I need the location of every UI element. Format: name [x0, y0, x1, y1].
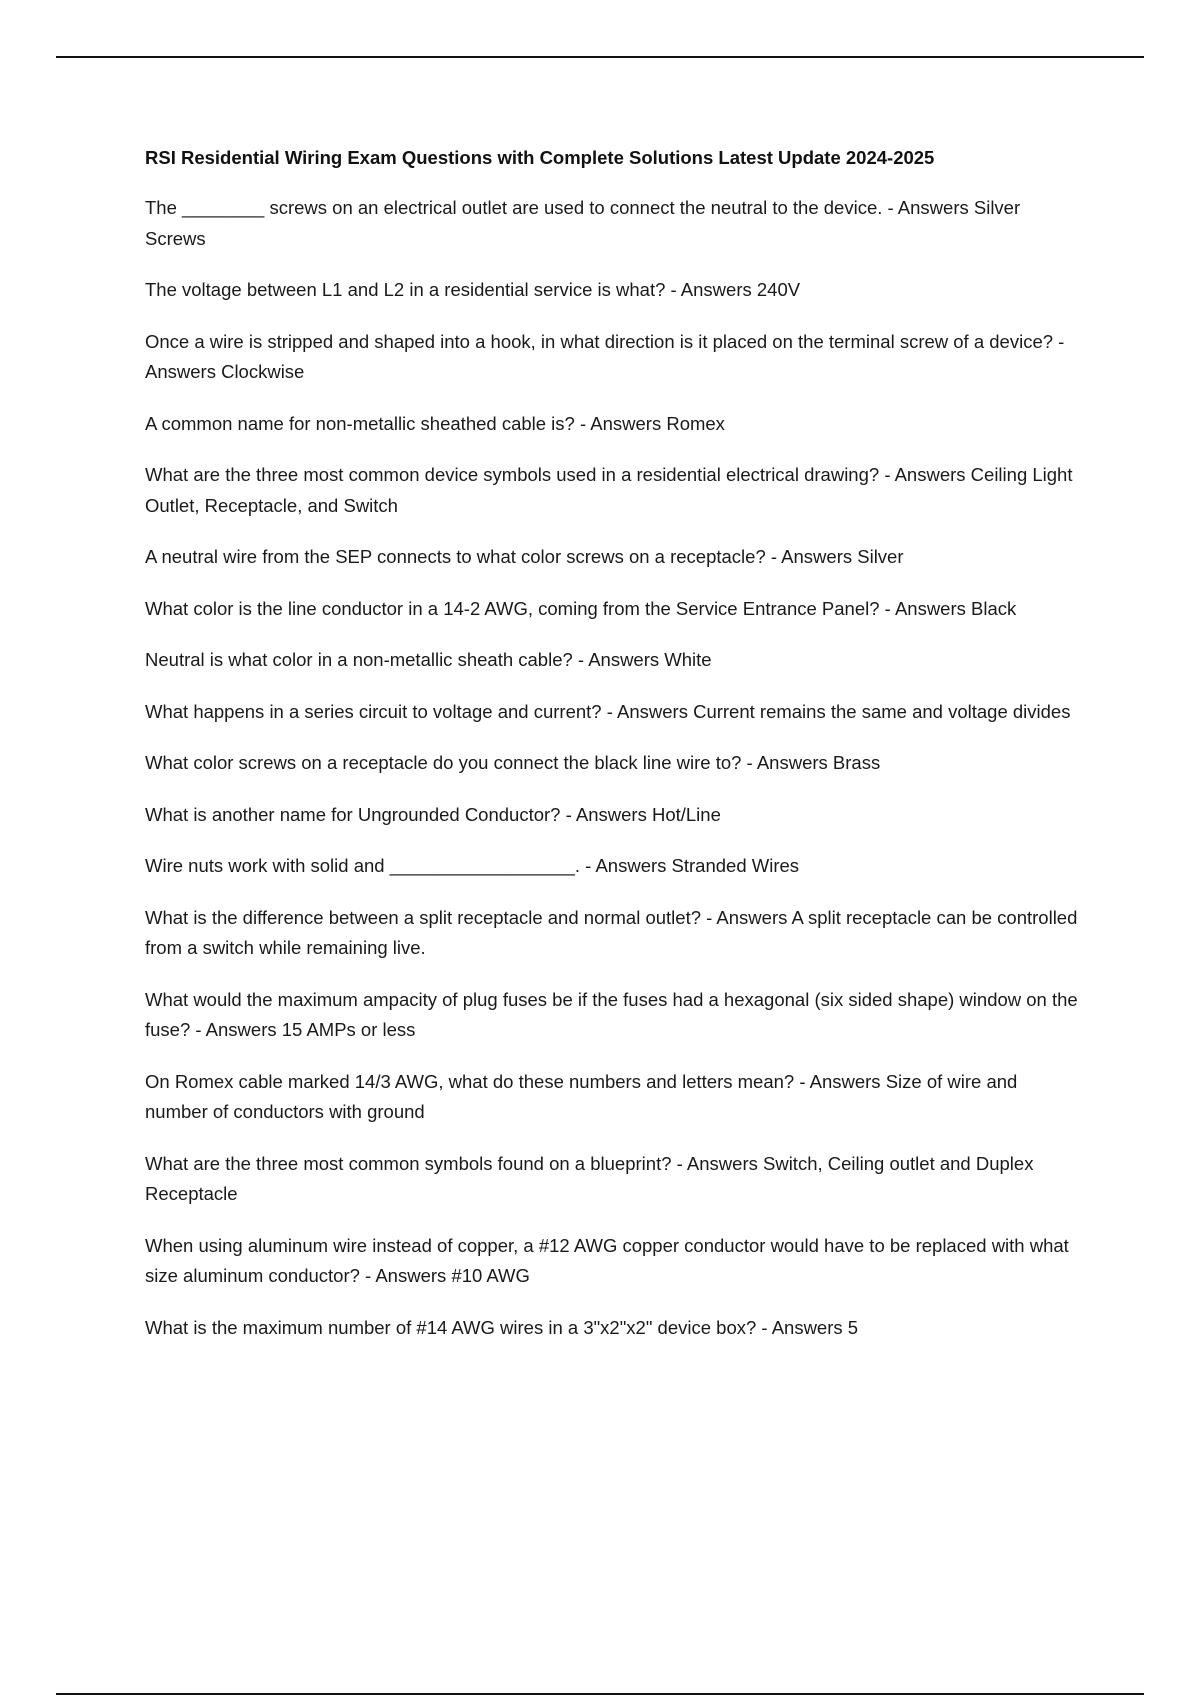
qa-item: What are the three most common device symbols used in a residential electrical drawing? - Answers Ceiling Light Outlet, Receptacle, and Switch: [145, 464, 1073, 516]
qa-item: What color screws on a receptacle do you connect the black line wire to? - Answers Brass: [145, 752, 881, 773]
qa-item: What happens in a series circuit to voltage and current? - Answers Current remains the same and voltage divides: [145, 700, 1071, 722]
header-rule: [56, 56, 1144, 58]
qa-item: The voltage between L1 and L2 in a residential service is what? - Answers 240V: [145, 279, 801, 300]
qa-item: When using aluminum wire instead of copper, a #12 AWG copper conductor would have to be replaced with what size aluminum conductor? - Answers #10 AWG: [145, 1234, 1069, 1286]
qa-item: Once a wire is stripped and shaped into a hook, in what direction is it placed on the terminal screw of a device? - Answers Clockwise: [145, 330, 1065, 382]
qa-item: What would the maximum ampacity of plug fuses be if the fuses had a hexagonal (six sided shape) window on the fuse? - Answers 15 AMPs or less: [145, 988, 1078, 1040]
qa-item: What is the difference between a split receptacle and normal outlet? - Answers A split receptacle can be controlled from a switch while remaining live.: [145, 906, 1078, 958]
footer-rule: [56, 1693, 1144, 1695]
qa-item: What is the maximum number of #14 AWG wires in a 3"x2"x2" device box? - Answers 5: [145, 1316, 859, 1338]
qa-item: A neutral wire from the SEP connects to what color screws on a receptacle? - Answers Silver: [145, 546, 904, 567]
qa-item: A common name for non-metallic sheathed cable is? - Answers Romex: [145, 412, 725, 434]
document-body: [145, 143, 1085, 1364]
qa-item: Neutral is what color in a non-metallic sheath cable? - Answers White: [145, 649, 712, 670]
qa-item: Wire nuts work with solid and __________________. - Answers Stranded Wires: [145, 855, 800, 876]
qa-item: What color is the line conductor in a 14-2 AWG, coming from the Service Entrance Panel? - Answers Black: [145, 597, 1017, 619]
qa-item: On Romex cable marked 14/3 AWG, what do these numbers and letters mean? - Answers Size of wire and number of conductors with ground: [145, 1070, 1018, 1122]
qa-list: [145, 193, 1085, 1343]
qa-item: What are the three most common symbols found on a blueprint? - Answers Switch, Ceiling outlet and Duplex Receptacle: [145, 1152, 1034, 1204]
qa-item: The ________ screws on an electrical outlet are used to connect the neutral to the device. - Answers Silver Screws: [145, 197, 1021, 249]
qa-item: What is another name for Ungrounded Conductor? - Answers Hot/Line: [145, 803, 721, 825]
document-title: RSI Residential Wiring Exam Questions with Complete Solutions Latest Update 2024-2025: [145, 147, 935, 168]
